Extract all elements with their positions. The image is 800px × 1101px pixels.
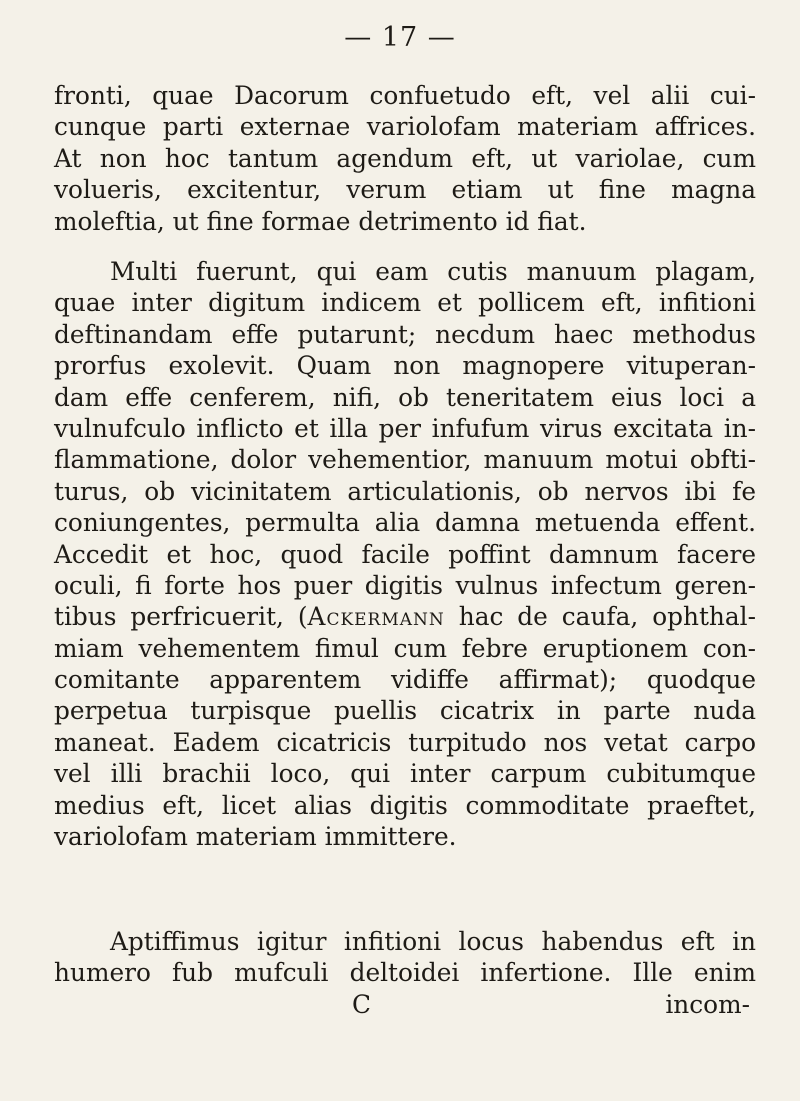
- text-line: vulnufculo inflicto et illa per infufum virus excitata in-: [54, 413, 756, 443]
- text-line: oculi, fi forte hos puer digitis vulnus infectum geren-: [54, 570, 756, 600]
- text-line: dam effe cenferem, nifi, ob teneritatem eius loci a: [54, 382, 756, 412]
- paragraph-3: [54, 926, 756, 1020]
- text-line: At non hoc tantum agendum eft, ut variolae, cum: [54, 143, 756, 173]
- text-line: miam vehementem fimul cum febre eruptionem con-: [54, 633, 756, 663]
- catchword: incom-: [665, 989, 750, 1019]
- text-line: Accedit et hoc, quod facile poffint damnum facere: [54, 539, 756, 569]
- text-line: coniungentes, permulta alia damna metuenda effent.: [54, 508, 756, 538]
- text-line: variolofam materiam immittere.: [54, 822, 457, 852]
- text-fragment: tibus perfricuerit, (: [54, 602, 308, 632]
- text-line: turus, ob vicinitatem articulationis, ob nervos ibi fe: [54, 476, 756, 506]
- paragraph-2: [54, 256, 756, 852]
- text-line: quae inter digitum indicem et pollicem eft, infitioni: [54, 288, 756, 318]
- text-line: volueris, excitentur, verum etiam ut fine magna: [54, 175, 756, 205]
- text-line: vel illi brachii loco, qui inter carpum cubitumque: [54, 759, 756, 789]
- text-line: [54, 601, 756, 632]
- page-number: — 17 —: [344, 22, 456, 53]
- text-line: Aptiffimus igitur infitioni locus habendus eft in: [110, 927, 756, 956]
- text-line: perpetua turpisque puellis cicatrix in parte nuda: [54, 696, 756, 726]
- text-line: medius eft, licet alias digitis commoditate praeftet,: [54, 790, 756, 820]
- text-line: deftinandam effe putarunt; necdum haec methodus: [54, 319, 756, 349]
- text-line: prorfus exolevit. Quam non magnopere vituperan-: [54, 351, 756, 381]
- footer-line: [54, 989, 756, 1020]
- text-line: cunque parti externae variolofam materiam affrices.: [54, 112, 756, 142]
- text-line: Multi fuerunt, qui eam cutis manuum plagam,: [110, 257, 756, 286]
- text-fragment: hac de caufa, ophthal-: [444, 602, 756, 632]
- text-line: comitante apparentem vidiffe affirmat); quodque: [54, 665, 756, 695]
- text-line: moleftia, ut fine formae detrimento id fiat.: [54, 206, 587, 236]
- author-name: Ackermann: [307, 602, 445, 632]
- paragraph-1: [54, 80, 756, 237]
- text-line: fronti, quae Dacorum confuetudo eft, vel alii cui-: [54, 81, 756, 110]
- text-line: maneat. Eadem cicatricis turpitudo nos vetat carpo: [54, 727, 756, 757]
- signature-mark: C: [352, 989, 371, 1019]
- text-line: flammatione, dolor vehementior, manuum motui obfti-: [54, 445, 756, 475]
- text-line: humero fub mufculi deltoidei infertione. Ille enim: [54, 958, 756, 988]
